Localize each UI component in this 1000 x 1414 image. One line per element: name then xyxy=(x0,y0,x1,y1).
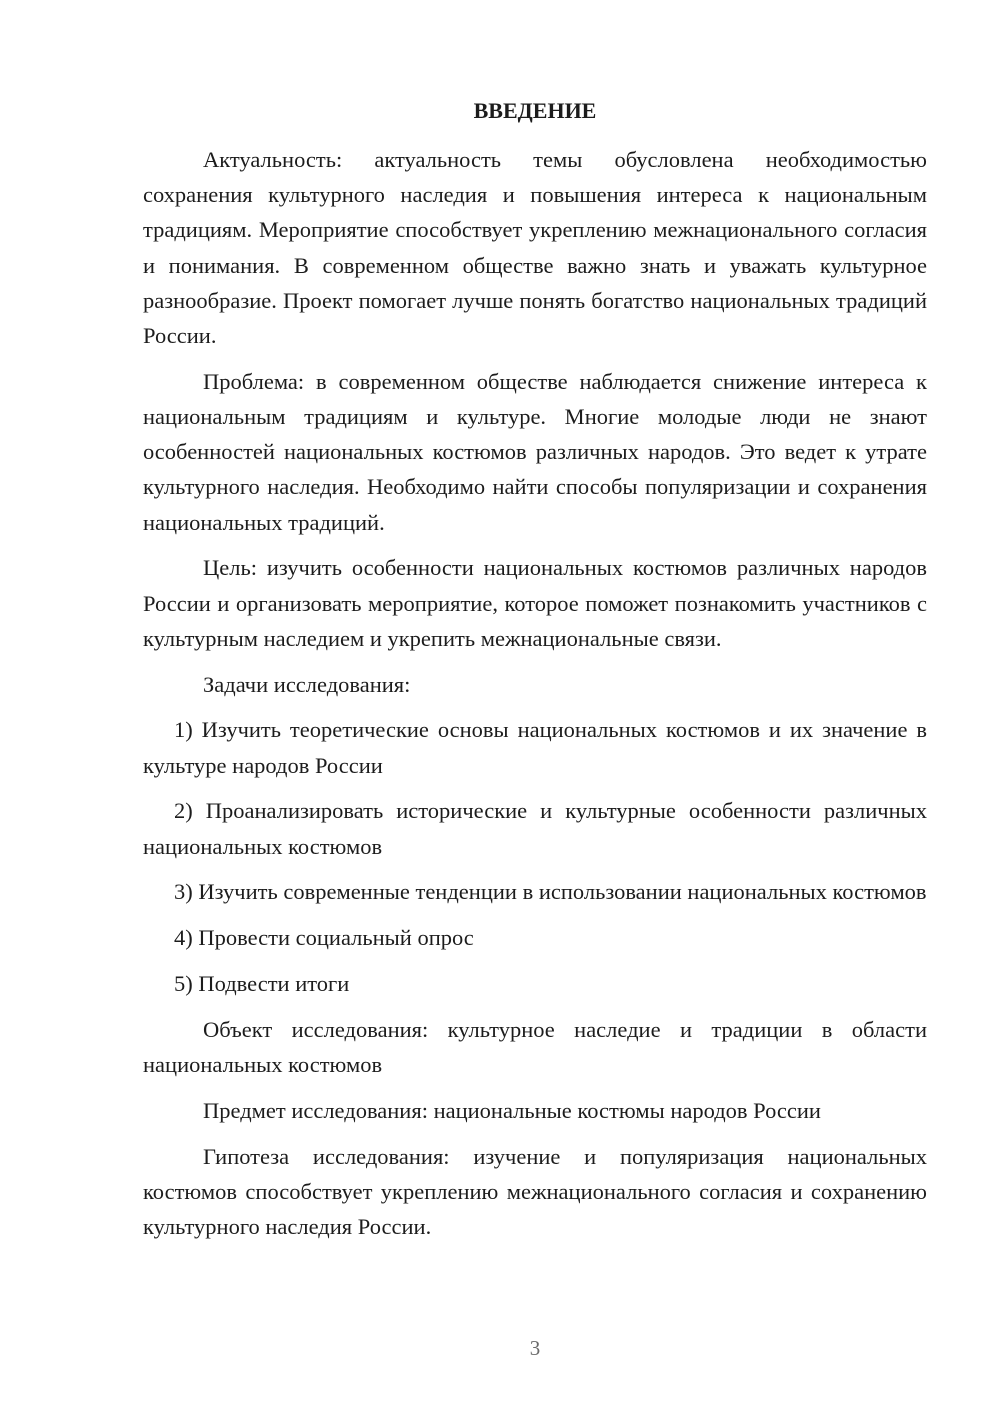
page-number: 3 xyxy=(529,1336,541,1360)
task-item-5: 5) Подвести итоги xyxy=(174,971,350,997)
page-title: ВВЕДЕНИЕ xyxy=(473,98,597,123)
paragraph-tasks-heading: Задачи исследования: xyxy=(203,671,411,697)
paragraph-object: Объект исследования: культурное наследие и традиции в области национальных костюмов xyxy=(143,1016,927,1078)
document-page xyxy=(143,0,927,1414)
paragraph-relevance: Актуальность: актуальность темы обусловлена необходимостью сохранения культурного наследия и повышения интереса к национальным традициям. Мероприятие способствует укреплению межнационального согласия и понимания. В современном обществе важно знать и уважать культурное разнообразие. Проект помогает лучше понять богатство национальных традиций России. xyxy=(143,147,927,349)
paragraph-goal: Цель: изучить особенности национальных костюмов различных народов России и организовать мероприятие, которое поможет познакомить участников с культурным наследием и укрепить межнациональные связи. xyxy=(143,555,927,651)
task-item-4: 4) Провести социальный опрос xyxy=(174,925,474,951)
task-item-1: 1) Изучить теоретические основы национальных костюмов и их значение в культуре народов России xyxy=(143,717,927,778)
paragraph-subject: Предмет исследования: национальные костюмы народов России xyxy=(203,1097,821,1123)
task-item-2: 2) Проанализировать исторические и культурные особенности различных национальных костюмов xyxy=(143,798,927,859)
task-item-3: 3) Изучить современные тенденции в использовании национальных костюмов xyxy=(174,879,927,905)
paragraph-problem: Проблема: в современном обществе наблюдается снижение интереса к национальным традициям и культуре. Многие молодые люди не знают особенностей национальных костюмов различных народов. Это ведет к утрате культурного наследия. Необходимо найти способы популяризации и сохранения национальных традиций. xyxy=(143,368,927,535)
paragraph-hypothesis: Гипотеза исследования: изучение и популяризация национальных костюмов способствует укреплению межнационального согласия и сохранению культурного наследия России. xyxy=(143,1143,927,1240)
document-body xyxy=(143,142,927,1244)
